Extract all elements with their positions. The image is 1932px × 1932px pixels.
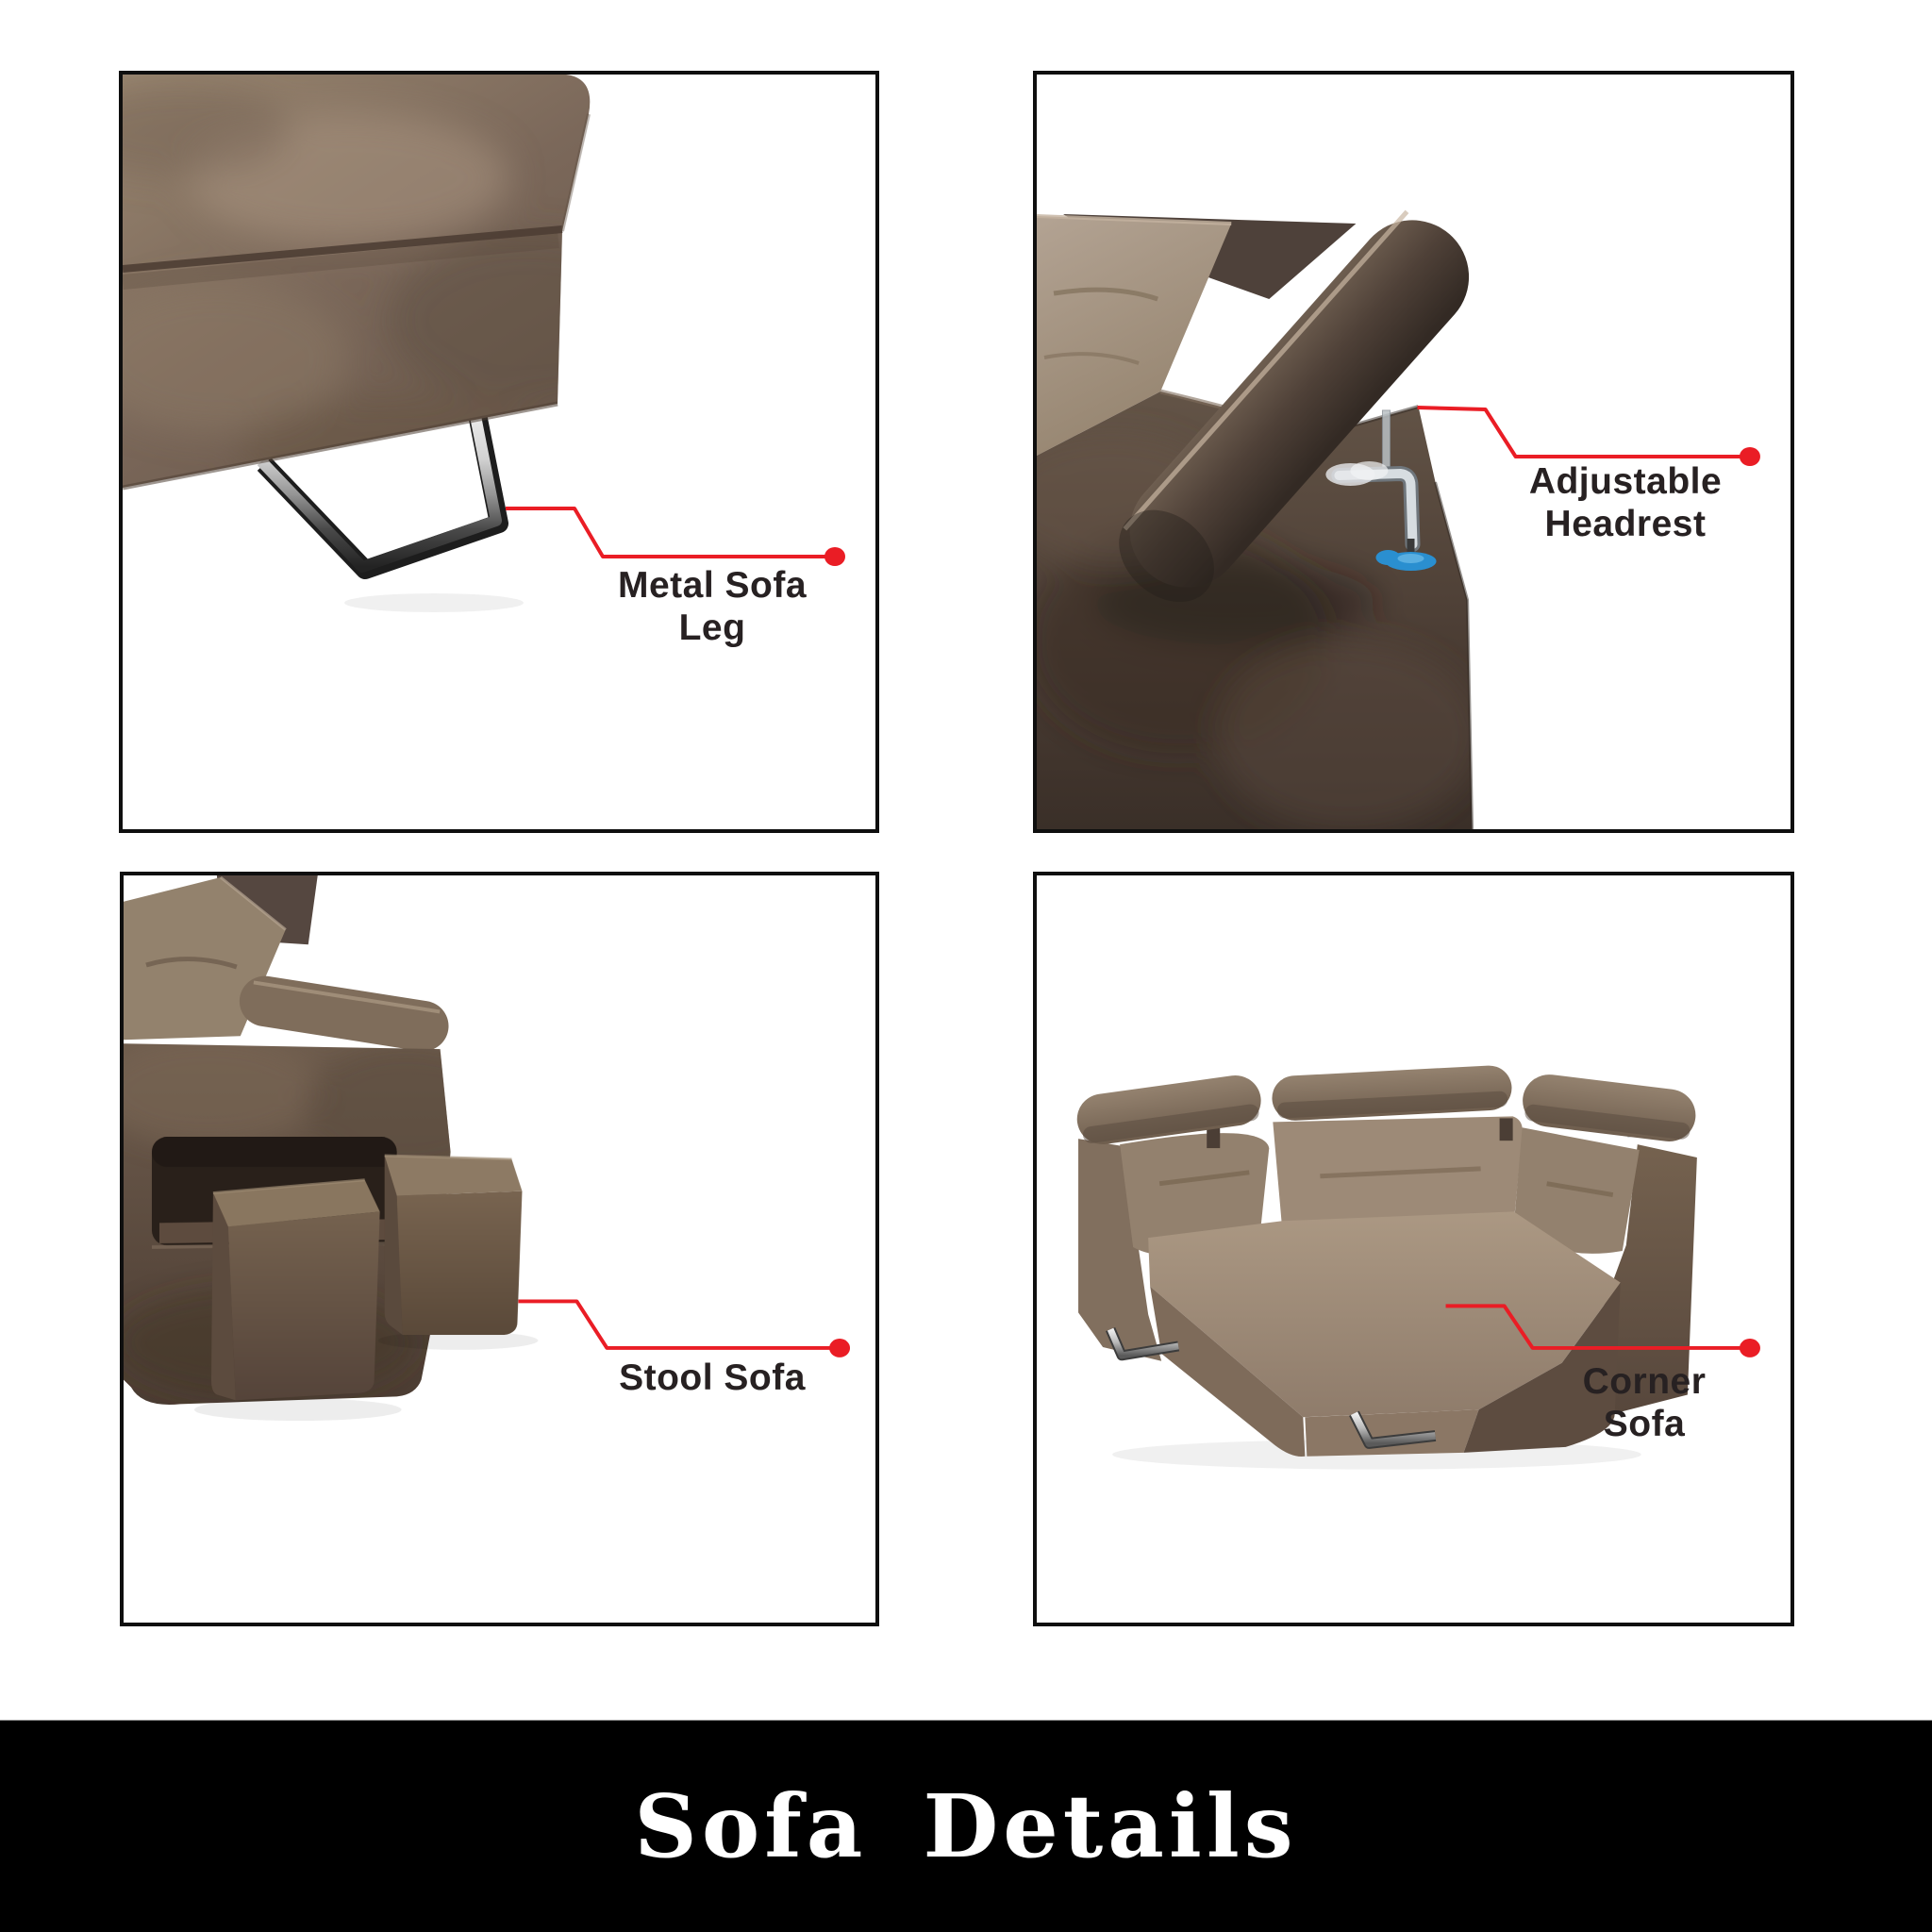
sofa-fabric-corner — [123, 75, 670, 508]
panel-stool-sofa — [120, 872, 879, 1626]
callout-dot — [829, 1339, 850, 1357]
label-line: Metal Sofa — [617, 565, 808, 606]
callout-dot — [824, 547, 845, 566]
stool-ottoman-right — [378, 1156, 539, 1350]
label-line: Adjustable — [1528, 461, 1723, 502]
stool-sofa-photo — [124, 875, 875, 1623]
panel-adjustable-headrest — [1033, 71, 1794, 833]
metal-sofa-leg-label — [618, 564, 807, 649]
adjustable-headrest-label — [1529, 460, 1722, 545]
footer-bar — [0, 1720, 1932, 1932]
stool-sofa-label — [619, 1357, 806, 1399]
label-line: Sofa — [1603, 1404, 1686, 1444]
stool-sofa-callout — [518, 1301, 850, 1357]
corner-sofa-label — [1583, 1360, 1707, 1445]
panel-corner-sofa — [1033, 872, 1794, 1626]
metal-sofa-leg-callout — [506, 508, 845, 566]
corner-sofa-photo — [1037, 875, 1790, 1623]
stool-ottoman-left — [194, 1180, 402, 1421]
adjustable-headrest-photo — [1037, 75, 1790, 829]
label-line: Leg — [678, 608, 746, 648]
adjustable-headrest-callout — [1418, 408, 1760, 466]
sofa-armrest — [236, 973, 452, 1055]
label-line: Corner — [1582, 1361, 1707, 1402]
panel-metal-sofa-leg — [119, 71, 879, 833]
label-line: Headrest — [1544, 504, 1707, 544]
metal-sofa-leg-photo — [123, 75, 875, 829]
label-line: Stool Sofa — [619, 1357, 806, 1398]
page-title: Sofa Details — [634, 1775, 1298, 1877]
callout-dot — [1740, 447, 1760, 466]
headrest-support-rod — [1382, 410, 1390, 473]
callout-dot — [1740, 1339, 1760, 1357]
